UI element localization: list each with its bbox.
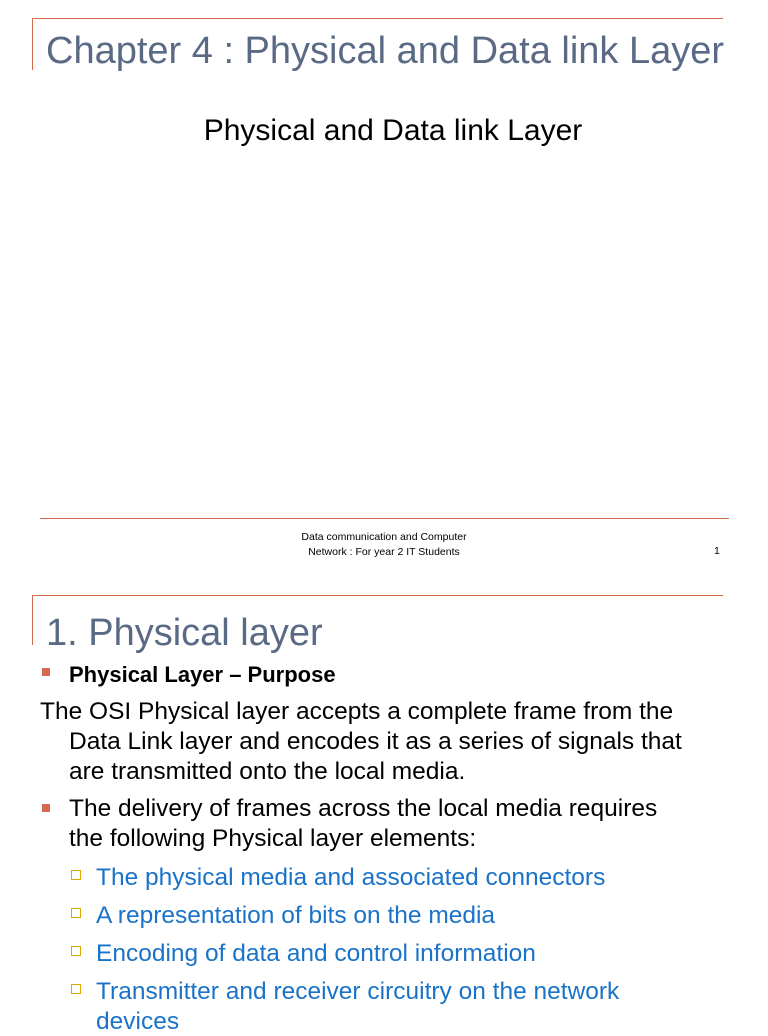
slide2-title: 1. Physical layer — [46, 612, 323, 654]
slide2-left-rule — [32, 595, 33, 645]
footer-line-2: Network : For year 2 IT Students — [308, 546, 460, 558]
page-number: 1 — [714, 545, 720, 557]
hollow-square-icon — [71, 870, 81, 880]
paragraph-line: are transmitted onto the local media. — [69, 758, 466, 785]
slide-2 — [0, 580, 768, 1035]
bullet-square-icon — [42, 804, 50, 812]
slide1-title: Chapter 4 : Physical and Data link Layer — [46, 30, 725, 72]
slide1-subtitle: Physical and Data link Layer — [203, 114, 583, 147]
slide1-footer-rule — [40, 518, 729, 519]
bullet-square-icon — [42, 668, 50, 676]
bullet1-heading: Physical Layer – Purpose — [69, 662, 336, 687]
sub-item: A representation of bits on the media — [96, 902, 496, 929]
sub-item: devices — [96, 1008, 180, 1035]
slide1-left-rule — [32, 18, 33, 70]
sub-item: Transmitter and receiver circuitry on the network — [96, 978, 620, 1005]
bullet2-line: the following Physical layer elements: — [69, 825, 477, 852]
hollow-square-icon — [71, 946, 81, 956]
slide2-top-rule — [32, 595, 723, 596]
footer-line-1: Data communication and Computer — [301, 531, 467, 543]
hollow-square-icon — [71, 908, 81, 918]
paragraph-line: Data Link layer and encodes it as a series of signals that — [69, 728, 682, 755]
paragraph-line: The OSI Physical layer accepts a complete frame from the — [40, 698, 674, 725]
hollow-square-icon — [71, 984, 81, 994]
sub-item: The physical media and associated connectors — [96, 864, 606, 891]
slide1-top-rule — [32, 18, 723, 19]
slide1-footer — [0, 530, 768, 560]
sub-item: Encoding of data and control information — [96, 940, 536, 967]
bullet2-line: The delivery of frames across the local media requires — [69, 795, 658, 822]
